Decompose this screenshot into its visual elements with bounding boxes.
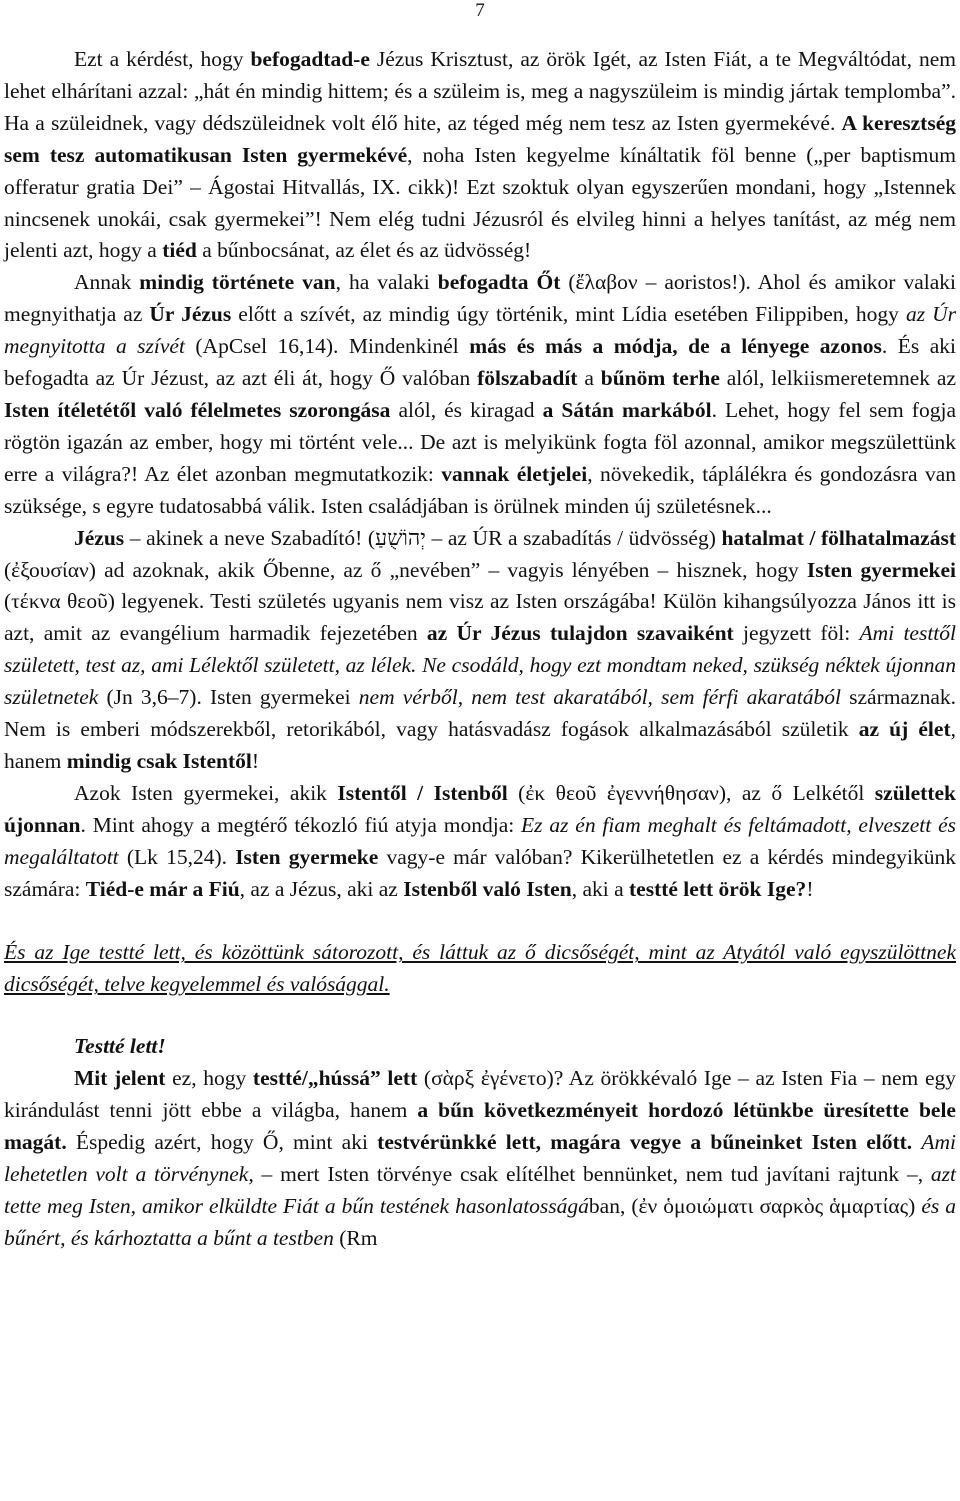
bold-text: Mit jelent (74, 1066, 166, 1091)
text-run: , növekedik, táplálékra és gondozásra van szüksége, s egyre tudatosabbá válik. Isten családjában is örülnek minden új születésnek... (4, 461, 956, 518)
bold-text: a bűn következményeit hordozó létünkbe üresítette bele magát. (4, 1098, 956, 1154)
bold-text: a Sátán markából (542, 397, 712, 422)
bold-text: Isten gyermekei (806, 557, 956, 582)
text-run: (ἐξουσίαν) ad azoknak, akik Őbenne, az ő „nevében” – vagyis lényében – hisznek, hogy (4, 557, 807, 582)
text-run: Ezt a kérdést, hogy (74, 47, 251, 71)
bold-text: mindig története van (139, 270, 336, 295)
text-run: , aki a (571, 876, 629, 901)
text-run: előtt a szívét, az mindig úgy történik, mint Lídia esetében Filippiben, hogy (231, 302, 906, 327)
text-run: (Rm (333, 1225, 378, 1250)
page-body (4, 44, 956, 1255)
italic-text: nem vérből, nem test akaratából, sem férfi akaratából (358, 685, 841, 710)
page-number: 7 (475, 0, 485, 21)
text-run: a bűnbocsánat, az élet és az üdvösség! (196, 238, 532, 263)
bold-text: születtek újonnan (4, 780, 956, 837)
text-run: Jézus Krisztust, az örök Igét, az Isten Fiát, a te Megváltódat, nem lehet elhárítani azzal: „hát én mindig hittem; és a szüleim is, meg a nagyszüleim is mindig jártak templomba”. Ha a szüleidnek, vagy dédszüleidnek volt élő hite, az téged még nem tesz az Isten gyermekévé. (4, 47, 956, 135)
text-run: alól, lelkiismeretemnek az (719, 366, 956, 391)
bold-text: az új élet (858, 717, 951, 742)
paragraph-born-of-god (4, 778, 956, 906)
italic-text: az Úr megnyitotta a szívét (4, 302, 957, 359)
bold-text: hatalmat / fölhatalmazást (721, 525, 956, 550)
text-run: , ha valaki (335, 270, 438, 295)
text-run: (Jn 3,6–7). Isten gyermekei (98, 685, 359, 710)
bold-text: Istentől / Istenből (337, 780, 508, 805)
text-run (912, 1130, 921, 1154)
italic-text: Ami lehetetlen volt a törvénynek, (4, 1130, 957, 1186)
text-run: És az Ige testté lett, és közöttünk sátorozott, és láttuk az ő dicsőségét, mint az Atyától való egyszülöttnek dicsőségét, telve kegyelemmel és valósággal. (4, 940, 956, 997)
bold-text: Istenből való Isten (403, 876, 572, 901)
bold-text: Tiéd-e már a Fiú (85, 876, 240, 901)
italic-text: azt tette meg Isten, amikor elküldte Fiát a bűn testének hasonlatosságá (4, 1161, 956, 1218)
text-run: (Lk 15,24). (118, 844, 236, 869)
text-run: jegyzett föl: (733, 621, 860, 646)
text-run: ban, (ἐν ὁμοιώματι σαρκὸς ἁμαρτίας) (588, 1193, 922, 1218)
text-run: . Mint ahogy a megtérő tékozló fiú atyja mondja: (80, 812, 522, 837)
bold-text: testvérünkké lett, magára vegye a bűneinket Isten előtt. (377, 1130, 913, 1154)
bold-text: testté lett örök Ige? (629, 876, 807, 901)
paragraph-history (4, 267, 956, 522)
paragraph-intro (4, 44, 956, 267)
bold-text: testté/„hússá” lett (252, 1066, 418, 1091)
text-run: – mert Isten törvénye csak elítélhet bennünket, nem tud javítani rajtunk –, (253, 1161, 931, 1186)
text-run: Éspedig azért, hogy Ő, mint aki (66, 1130, 378, 1154)
text-run: Azok Isten gyermekei, akik (74, 780, 338, 805)
bold-text: az Úr Jézus tulajdon szavaiként (426, 621, 734, 646)
bold-text: Jézus (74, 525, 125, 550)
italic-text: Ez az én fiam meghalt és feltámadott, elveszett és megaláltatott (4, 812, 956, 869)
italic-text: és a bűnért, és kárhoztatta a bűnt a testben (4, 1193, 956, 1250)
bold-text: A keresztség sem tesz automatikusan Isten gyermekévé (4, 110, 956, 167)
text-run: származnak. Nem is emberi módszerekből, retorikából, vagy hatásvadász fogások alkalmazásából születik (4, 685, 956, 742)
text-run: (τέκνα θεοῦ) legyenek. Testi születés ugyanis nem visz az Isten országába! Külön kihangsúlyozza János itt is azt, amit az evangélium harmadik fejezetében (4, 589, 956, 646)
text-run: vagy-e már valóban? Kikerülhetetlen ez a kérdés mindegyikünk számára: (4, 844, 957, 901)
bold-text: bűnöm terhe (600, 366, 720, 391)
text-run: , az a Jézus, aki az (239, 876, 404, 901)
text-run: Annak (74, 270, 140, 295)
italic-text: Ami testtől született, test az, ami Lélektől született, az lélek. Ne csodáld, hogy ezt mondtam neked, szükség néktek újonnan születnetek (4, 621, 957, 710)
text-run: , noha Isten kegyelme kínáltatik föl benne („per baptismum offeratur gratia Dei” – Ágostai Hitvallás, IX. cikk)! Ezt szoktuk olyan egyszerűen mondani, hogy „Istennek nincsenek unokái, csak gyermekei”! Nem elég tudni Jézusról és elvileg hinni a helyes tanítást, az még nem jelenti azt, hogy a (4, 142, 956, 263)
bold-text: befogadtad-e (250, 47, 370, 71)
text-run: a (577, 366, 601, 391)
text-run: . Lehet, hogy fel sem fogja rögtön igazán az ember, hogy mi történt vele... De azt is melyikünk fogta föl azonnal, amikor megszülettünk erre a világra?! Az élet azonban megmutatkozik: (4, 397, 956, 486)
text-run: (ἔλαβον – aoristos!). Ahol és amikor valaki megnyithatja az (4, 270, 956, 327)
text-run: ez, hogy (165, 1066, 253, 1091)
text-run: , hanem (4, 717, 956, 773)
bold-text: fölszabadít (477, 366, 578, 391)
section-heading (4, 1031, 956, 1063)
text-run: alól, és kiragad (390, 397, 543, 422)
text-run: ! (806, 876, 814, 901)
bold-text: más és más a módja, de a lényege azonos (469, 334, 882, 359)
text-run: . És aki befogadta az Úr Jézust, az azt éli át, hogy Ő valóban (4, 334, 956, 391)
bold-text: tiéd (162, 238, 197, 263)
bold-text: mindig csak Istentől (66, 748, 252, 773)
bold-text: Isten ítéletétől való félelmetes szorongása (4, 397, 391, 422)
bold-text: befogadta Őt (437, 270, 561, 295)
bold-text: Úr Jézus (149, 302, 232, 327)
text-run: – akinek a neve Szabadító! (יְהוֹשֻׁעַ – az ÚR a szabadítás / üdvösség) (124, 525, 722, 550)
paragraph-incarnation (4, 1063, 956, 1254)
scripture-quote (4, 937, 956, 1001)
text-run: (ἐκ θεοῦ ἐγεννήθησαν), az ő Lelkétől (507, 780, 875, 805)
bold-text: Isten gyermeke (235, 844, 379, 869)
bold-text: vannak életjelei (441, 461, 588, 486)
text-run: (σὰρξ ἐγένετο)? Az örökkévaló Ige – az Isten Fia – nem egy kirándulást tenni jött ebbe a világba, hanem (4, 1066, 956, 1123)
text-run: (ApCsel 16,14). Mindenkinél (184, 334, 470, 359)
text-run: ! (251, 748, 260, 773)
text-run: Testté lett! (74, 1034, 166, 1059)
paragraph-jesus-name (4, 523, 956, 778)
